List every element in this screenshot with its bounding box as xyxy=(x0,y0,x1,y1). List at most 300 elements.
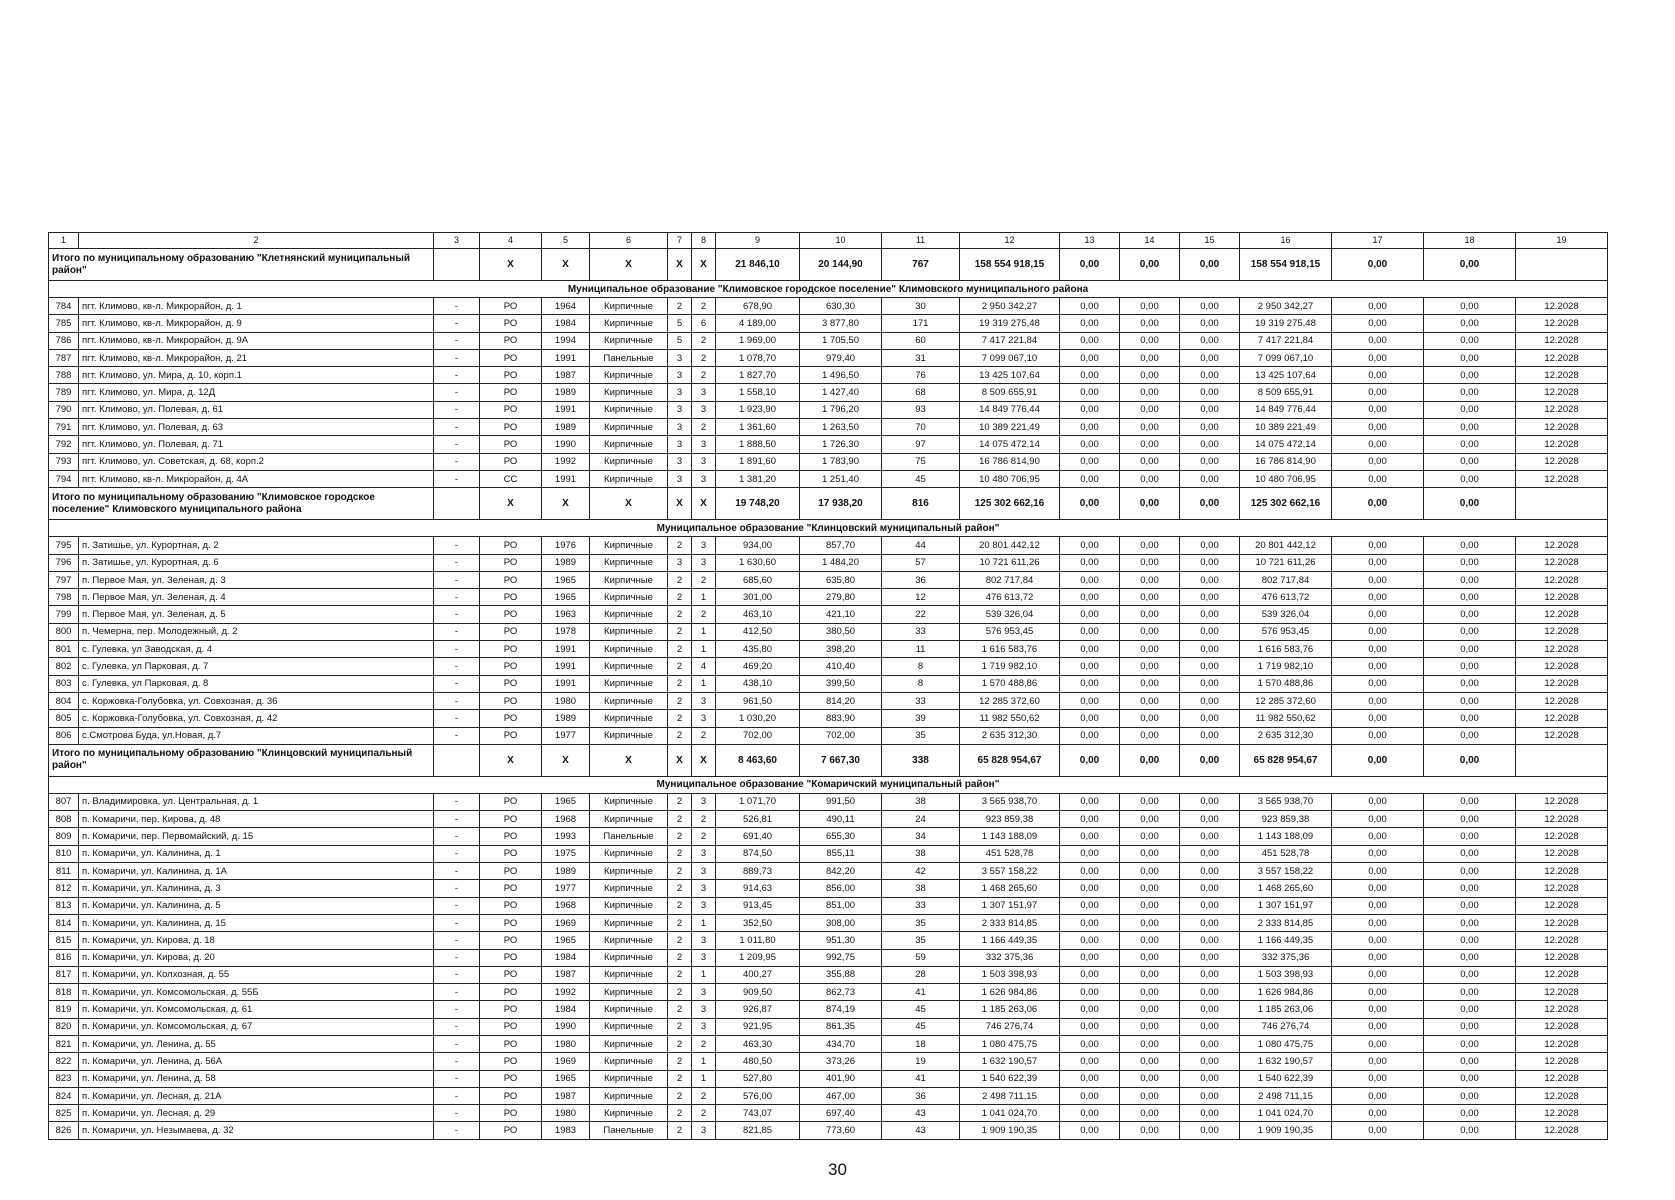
table-cell: 12.2028 xyxy=(1516,641,1608,658)
table-cell: 12.2028 xyxy=(1516,880,1608,897)
summary-label: Итого по муниципальному образованию "Клинцовский муниципальный район" xyxy=(49,744,434,776)
summary-value: 0,00 xyxy=(1060,249,1120,281)
table-cell: 13 425 107,64 xyxy=(1240,367,1332,384)
table-cell: 0,00 xyxy=(1120,984,1180,1001)
table-cell: 0,00 xyxy=(1060,1001,1120,1018)
table-cell: 12.2028 xyxy=(1516,811,1608,828)
table-cell: 93 xyxy=(882,401,960,418)
table-cell: 1989 xyxy=(542,710,590,727)
table-cell: 12.2028 xyxy=(1516,589,1608,606)
table-cell: 856,00 xyxy=(800,880,882,897)
address-cell: п. Комаричи, ул. Комсомольская, д. 55Б xyxy=(79,984,434,1001)
table-cell: 1 969,00 xyxy=(716,332,800,349)
table-cell: 821,85 xyxy=(716,1122,800,1139)
table-cell: 0,00 xyxy=(1180,1018,1240,1035)
table-cell: 539 326,04 xyxy=(1240,606,1332,623)
table-cell: 434,70 xyxy=(800,1035,882,1052)
table-cell: 802 717,84 xyxy=(960,571,1060,588)
table-cell: 0,00 xyxy=(1332,811,1424,828)
table-cell: 1984 xyxy=(542,1001,590,1018)
table-cell: 0,00 xyxy=(1120,880,1180,897)
table-cell: 12.2028 xyxy=(1516,1122,1608,1139)
table-cell: 810 xyxy=(49,845,79,862)
table-cell: 2 xyxy=(668,727,692,744)
table-cell: 0,00 xyxy=(1060,554,1120,571)
table-cell: 412,50 xyxy=(716,623,800,640)
table-cell: РО xyxy=(480,1018,542,1035)
table-row xyxy=(49,419,1608,436)
address-cell: пгт. Климово, ул. Полевая, д. 71 xyxy=(79,436,434,453)
table-cell: 3 xyxy=(692,1001,716,1018)
table-cell: РО xyxy=(480,1001,542,1018)
table-cell: 76 xyxy=(882,367,960,384)
table-cell: 1991 xyxy=(542,641,590,658)
summary-value: 767 xyxy=(882,249,960,281)
table-cell: 1990 xyxy=(542,436,590,453)
table-cell: 0,00 xyxy=(1180,1053,1240,1070)
table-cell: 820 xyxy=(49,1018,79,1035)
table-cell: 1 616 583,76 xyxy=(960,641,1060,658)
table-cell: 0,00 xyxy=(1120,793,1180,810)
table-cell: 1992 xyxy=(542,453,590,470)
address-cell: п. Комаричи, пер. Первомайский, д. 15 xyxy=(79,828,434,845)
table-cell: - xyxy=(434,1122,480,1139)
table-cell: 45 xyxy=(882,470,960,487)
table-cell: 0,00 xyxy=(1120,949,1180,966)
table-row xyxy=(49,932,1608,949)
table-cell: 1991 xyxy=(542,658,590,675)
table-cell: 1 071,70 xyxy=(716,793,800,810)
table-cell: РО xyxy=(480,1087,542,1104)
table-cell: 0,00 xyxy=(1332,984,1424,1001)
table-cell: 28 xyxy=(882,966,960,983)
table-cell: 0,00 xyxy=(1332,367,1424,384)
table-cell: - xyxy=(434,863,480,880)
table-cell: 11 xyxy=(882,641,960,658)
table-cell: 2 xyxy=(692,811,716,828)
table-cell: 398,20 xyxy=(800,641,882,658)
table-cell: 0,00 xyxy=(1180,897,1240,914)
table-cell: 862,73 xyxy=(800,984,882,1001)
table-cell: 2 xyxy=(692,1105,716,1122)
column-number-cell: 14 xyxy=(1120,233,1180,249)
column-number-cell: 3 xyxy=(434,233,480,249)
address-cell: пгт. Климово, кв-л. Микрорайон, д. 21 xyxy=(79,349,434,366)
table-cell: Панельные xyxy=(590,349,668,366)
table-cell: 171 xyxy=(882,315,960,332)
page-number: 30 xyxy=(828,1160,847,1179)
table-row xyxy=(49,571,1608,588)
table-cell: 1993 xyxy=(542,828,590,845)
table-cell: 0,00 xyxy=(1120,384,1180,401)
table-cell: 1987 xyxy=(542,367,590,384)
table-cell: 0,00 xyxy=(1180,1035,1240,1052)
table-cell: Кирпичные xyxy=(590,932,668,949)
table-cell: Кирпичные xyxy=(590,880,668,897)
table-cell: 2 xyxy=(692,606,716,623)
table-cell: 842,20 xyxy=(800,863,882,880)
table-cell: 13 425 107,64 xyxy=(960,367,1060,384)
table-cell: 2 xyxy=(692,367,716,384)
table-cell: 0,00 xyxy=(1424,1018,1516,1035)
table-cell: 2 xyxy=(668,298,692,315)
table-cell: РО xyxy=(480,349,542,366)
table-cell: 0,00 xyxy=(1424,675,1516,692)
table-cell: 1989 xyxy=(542,554,590,571)
table-cell: 0,00 xyxy=(1060,401,1120,418)
table-cell: 380,50 xyxy=(800,623,882,640)
table-cell: 3 xyxy=(668,419,692,436)
summary-value: X xyxy=(668,744,692,776)
table-cell: 1 030,20 xyxy=(716,710,800,727)
address-cell: п. Первое Мая, ул. Зеленая, д. 5 xyxy=(79,606,434,623)
table-cell: 1 xyxy=(692,675,716,692)
table-cell: 1991 xyxy=(542,470,590,487)
table-cell: 16 786 814,90 xyxy=(1240,453,1332,470)
address-cell: п. Комаричи, пер. Кирова, д. 48 xyxy=(79,811,434,828)
summary-label: Итого по муниципальному образованию "Климовское городское поселение" Климовского муниципального района xyxy=(49,488,434,520)
table-cell: 0,00 xyxy=(1424,1001,1516,1018)
table-cell: 0,00 xyxy=(1180,623,1240,640)
empty-cell xyxy=(1516,488,1608,520)
table-cell: 3 xyxy=(692,453,716,470)
column-number-cell: 4 xyxy=(480,233,542,249)
table-cell: 0,00 xyxy=(1120,419,1180,436)
table-cell: 934,00 xyxy=(716,537,800,554)
table-cell: 70 xyxy=(882,419,960,436)
table-cell: Кирпичные xyxy=(590,897,668,914)
table-cell: 0,00 xyxy=(1180,401,1240,418)
table-cell: 0,00 xyxy=(1424,658,1516,675)
table-cell: 0,00 xyxy=(1120,914,1180,931)
table-cell: 0,00 xyxy=(1120,1087,1180,1104)
table-cell: 3 xyxy=(692,436,716,453)
table-cell: Кирпичные xyxy=(590,984,668,1001)
summary-value: X xyxy=(590,488,668,520)
table-cell: 463,10 xyxy=(716,606,800,623)
table-cell: - xyxy=(434,932,480,949)
column-number-cell: 9 xyxy=(716,233,800,249)
table-cell: 2 xyxy=(668,1001,692,1018)
table-cell: 0,00 xyxy=(1424,1087,1516,1104)
table-cell: 12.2028 xyxy=(1516,1001,1608,1018)
table-row xyxy=(49,1105,1608,1122)
summary-value: 0,00 xyxy=(1120,488,1180,520)
table-cell: 2 xyxy=(692,828,716,845)
table-cell: 0,00 xyxy=(1120,537,1180,554)
table-cell: 804 xyxy=(49,692,79,709)
table-cell: Кирпичные xyxy=(590,589,668,606)
table-cell: 0,00 xyxy=(1180,436,1240,453)
table-cell: 1 616 583,76 xyxy=(1240,641,1332,658)
table-cell: 2 xyxy=(668,966,692,983)
table-cell: 0,00 xyxy=(1424,1053,1516,1070)
table-cell: 0,00 xyxy=(1332,298,1424,315)
table-cell: 0,00 xyxy=(1060,1053,1120,1070)
table-cell: 2 xyxy=(668,658,692,675)
table-cell: РО xyxy=(480,880,542,897)
table-cell: 0,00 xyxy=(1060,349,1120,366)
column-number-cell: 15 xyxy=(1180,233,1240,249)
table-cell: 2 xyxy=(692,1087,716,1104)
table-cell: Кирпичные xyxy=(590,571,668,588)
table-cell: 0,00 xyxy=(1120,554,1180,571)
table-cell: 785 xyxy=(49,315,79,332)
table-cell: 10 480 706,95 xyxy=(960,470,1060,487)
section-header-row xyxy=(49,281,1608,298)
summary-value: 21 846,10 xyxy=(716,249,800,281)
table-cell: Кирпичные xyxy=(590,727,668,744)
table-cell: 10 721 611,26 xyxy=(960,554,1060,571)
table-cell: - xyxy=(434,692,480,709)
table-cell: 0,00 xyxy=(1120,1018,1180,1035)
table-cell: 784 xyxy=(49,298,79,315)
table-cell: РО xyxy=(480,367,542,384)
table-cell: РО xyxy=(480,1053,542,1070)
table-cell: 0,00 xyxy=(1120,470,1180,487)
table-cell: 1 503 398,93 xyxy=(1240,966,1332,983)
table-cell: 1 570 488,86 xyxy=(1240,675,1332,692)
table-cell: 814 xyxy=(49,914,79,931)
section-header-row xyxy=(49,520,1608,537)
table-cell: 3 xyxy=(692,845,716,862)
table-cell: РО xyxy=(480,845,542,862)
table-cell: 0,00 xyxy=(1060,658,1120,675)
summary-label: Итого по муниципальному образованию "Клетнянский муниципальный район" xyxy=(49,249,434,281)
table-cell: - xyxy=(434,419,480,436)
table-cell: 800 xyxy=(49,623,79,640)
address-cell: пгт. Климово, ул. Мира, д. 12Д xyxy=(79,384,434,401)
table-cell: 0,00 xyxy=(1424,537,1516,554)
table-cell: 12.2028 xyxy=(1516,710,1608,727)
table-cell: 0,00 xyxy=(1180,332,1240,349)
table-cell: 1 484,20 xyxy=(800,554,882,571)
table-cell: 2 498 711,15 xyxy=(960,1087,1060,1104)
table-cell: Кирпичные xyxy=(590,537,668,554)
table-cell: 0,00 xyxy=(1424,914,1516,931)
table-cell: 12.2028 xyxy=(1516,949,1608,966)
table-cell: 851,00 xyxy=(800,897,882,914)
table-cell: 3 557 158,22 xyxy=(1240,863,1332,880)
table-cell: Кирпичные xyxy=(590,658,668,675)
table-row xyxy=(49,727,1608,744)
table-cell: 0,00 xyxy=(1332,1018,1424,1035)
column-number-cell: 11 xyxy=(882,233,960,249)
address-cell: п. Комаричи, ул. Кирова, д. 18 xyxy=(79,932,434,949)
table-cell: 0,00 xyxy=(1060,1018,1120,1035)
table-cell: 3 xyxy=(668,453,692,470)
table-cell: 97 xyxy=(882,436,960,453)
table-cell: 0,00 xyxy=(1180,349,1240,366)
table-cell: 1975 xyxy=(542,845,590,862)
table-cell: 0,00 xyxy=(1332,897,1424,914)
table-cell: - xyxy=(434,1105,480,1122)
address-cell: с.Смотрова Буда, ул.Новая, д.7 xyxy=(79,727,434,744)
table-cell: 0,00 xyxy=(1180,828,1240,845)
summary-value: 8 463,60 xyxy=(716,744,800,776)
summary-value: X xyxy=(542,249,590,281)
table-cell: 0,00 xyxy=(1424,984,1516,1001)
table-cell: 2 xyxy=(668,845,692,862)
table-cell: 1 632 190,57 xyxy=(1240,1053,1332,1070)
table-cell: 1 xyxy=(692,914,716,931)
table-cell: 12.2028 xyxy=(1516,1018,1608,1035)
table-cell: 789 xyxy=(49,384,79,401)
table-row xyxy=(49,367,1608,384)
table-cell: 0,00 xyxy=(1060,710,1120,727)
table-row xyxy=(49,1122,1608,1139)
table-cell: - xyxy=(434,845,480,862)
table-cell: 463,30 xyxy=(716,1035,800,1052)
table-cell: 12.2028 xyxy=(1516,537,1608,554)
table-cell: 2 xyxy=(668,1070,692,1087)
table-cell: 1 xyxy=(692,966,716,983)
table-row xyxy=(49,1001,1608,1018)
table-cell: 0,00 xyxy=(1180,1087,1240,1104)
table-cell: 0,00 xyxy=(1332,692,1424,709)
table-cell: 797 xyxy=(49,571,79,588)
summary-value: X xyxy=(480,249,542,281)
table-cell: 59 xyxy=(882,949,960,966)
table-cell: 1965 xyxy=(542,589,590,606)
table-cell: Кирпичные xyxy=(590,710,668,727)
table-cell: 0,00 xyxy=(1060,1070,1120,1087)
table-cell: 0,00 xyxy=(1180,811,1240,828)
table-cell: 36 xyxy=(882,1087,960,1104)
table-cell: 576,00 xyxy=(716,1087,800,1104)
table-row xyxy=(49,828,1608,845)
table-row xyxy=(49,641,1608,658)
table-cell: 909,50 xyxy=(716,984,800,1001)
table-cell: РО xyxy=(480,623,542,640)
table-row xyxy=(49,623,1608,640)
address-cell: п. Комаричи, ул. Кирова, д. 20 xyxy=(79,949,434,966)
table-cell: 2 xyxy=(668,537,692,554)
table-cell: - xyxy=(434,606,480,623)
table-cell: РО xyxy=(480,914,542,931)
column-number-cell: 17 xyxy=(1332,233,1424,249)
table-cell: 799 xyxy=(49,606,79,623)
table-cell: - xyxy=(434,897,480,914)
table-cell: Кирпичные xyxy=(590,436,668,453)
table-cell: 3 xyxy=(692,1122,716,1139)
table-cell: 808 xyxy=(49,811,79,828)
table-row xyxy=(49,554,1608,571)
table-cell: 1 xyxy=(692,623,716,640)
column-number-cell: 2 xyxy=(79,233,434,249)
table-cell: 816 xyxy=(49,949,79,966)
address-cell: с. Гулевка, ул Парковая, д. 8 xyxy=(79,675,434,692)
table-cell: 3 877,80 xyxy=(800,315,882,332)
table-cell: РО xyxy=(480,1122,542,1139)
table-cell: 2 xyxy=(668,914,692,931)
table-cell: 1 626 984,86 xyxy=(960,984,1060,1001)
table-cell: 8 509 655,91 xyxy=(960,384,1060,401)
table-cell: 12.2028 xyxy=(1516,1087,1608,1104)
table-cell: 992,75 xyxy=(800,949,882,966)
table-cell: Кирпичные xyxy=(590,914,668,931)
table-cell: - xyxy=(434,658,480,675)
table-cell: 0,00 xyxy=(1332,436,1424,453)
table-cell: 1 307 151,97 xyxy=(960,897,1060,914)
table-cell: 0,00 xyxy=(1424,828,1516,845)
table-cell: 0,00 xyxy=(1424,641,1516,658)
table-cell: - xyxy=(434,793,480,810)
table-cell: 806 xyxy=(49,727,79,744)
summary-value: 0,00 xyxy=(1180,249,1240,281)
table-cell: 3 565 938,70 xyxy=(960,793,1060,810)
table-cell: 821 xyxy=(49,1035,79,1052)
table-cell: 2 950 342,27 xyxy=(960,298,1060,315)
table-cell: 35 xyxy=(882,932,960,949)
table-cell: 0,00 xyxy=(1332,641,1424,658)
table-cell: Кирпичные xyxy=(590,845,668,862)
table-cell: 787 xyxy=(49,349,79,366)
table-cell: Кирпичные xyxy=(590,1087,668,1104)
summary-value: 816 xyxy=(882,488,960,520)
table-cell: - xyxy=(434,914,480,931)
table-cell: 12.2028 xyxy=(1516,384,1608,401)
address-cell: п. Чемерна, пер. Молодежный, д. 2 xyxy=(79,623,434,640)
table-row xyxy=(49,793,1608,810)
table-cell: 1965 xyxy=(542,932,590,949)
table-cell: 1965 xyxy=(542,1070,590,1087)
table-cell: 991,50 xyxy=(800,793,882,810)
table-cell: РО xyxy=(480,727,542,744)
table-cell: 815 xyxy=(49,932,79,949)
table-cell: 19 319 275,48 xyxy=(960,315,1060,332)
table-cell: 12.2028 xyxy=(1516,727,1608,744)
table-cell: 1 558,10 xyxy=(716,384,800,401)
table-cell: 0,00 xyxy=(1180,1122,1240,1139)
table-cell: 0,00 xyxy=(1060,367,1120,384)
table-cell: 10 389 221,49 xyxy=(1240,419,1332,436)
table-cell: 0,00 xyxy=(1180,863,1240,880)
table-cell: 1 626 984,86 xyxy=(1240,984,1332,1001)
table-cell: 0,00 xyxy=(1332,658,1424,675)
table-cell: 1991 xyxy=(542,349,590,366)
table-cell: 1968 xyxy=(542,811,590,828)
table-cell: 0,00 xyxy=(1180,315,1240,332)
table-cell: 1983 xyxy=(542,1122,590,1139)
table-cell: 1992 xyxy=(542,984,590,1001)
table-cell: 0,00 xyxy=(1424,419,1516,436)
table-cell: 0,00 xyxy=(1332,401,1424,418)
table-cell: 467,00 xyxy=(800,1087,882,1104)
table-cell: 75 xyxy=(882,453,960,470)
table-cell: 655,30 xyxy=(800,828,882,845)
table-cell: 43 xyxy=(882,1105,960,1122)
address-cell: п. Комаричи, ул. Колхозная, д. 55 xyxy=(79,966,434,983)
table-cell: 12.2028 xyxy=(1516,367,1608,384)
address-cell: пгт. Климово, кв-л. Микрорайон, д. 9 xyxy=(79,315,434,332)
table-cell: 0,00 xyxy=(1120,1035,1180,1052)
table-cell: Кирпичные xyxy=(590,470,668,487)
table-cell: 1980 xyxy=(542,1105,590,1122)
table-cell: РО xyxy=(480,1070,542,1087)
table-cell: 576 953,45 xyxy=(960,623,1060,640)
table-cell: 36 xyxy=(882,571,960,588)
table-cell: 0,00 xyxy=(1424,384,1516,401)
table-cell: 0,00 xyxy=(1332,1070,1424,1087)
table-cell: 0,00 xyxy=(1332,1087,1424,1104)
table-cell: 0,00 xyxy=(1332,384,1424,401)
table-cell: 795 xyxy=(49,537,79,554)
table-cell: 0,00 xyxy=(1060,984,1120,1001)
table-cell: 6 xyxy=(692,315,716,332)
table-cell: 1991 xyxy=(542,401,590,418)
table-cell: 0,00 xyxy=(1120,453,1180,470)
